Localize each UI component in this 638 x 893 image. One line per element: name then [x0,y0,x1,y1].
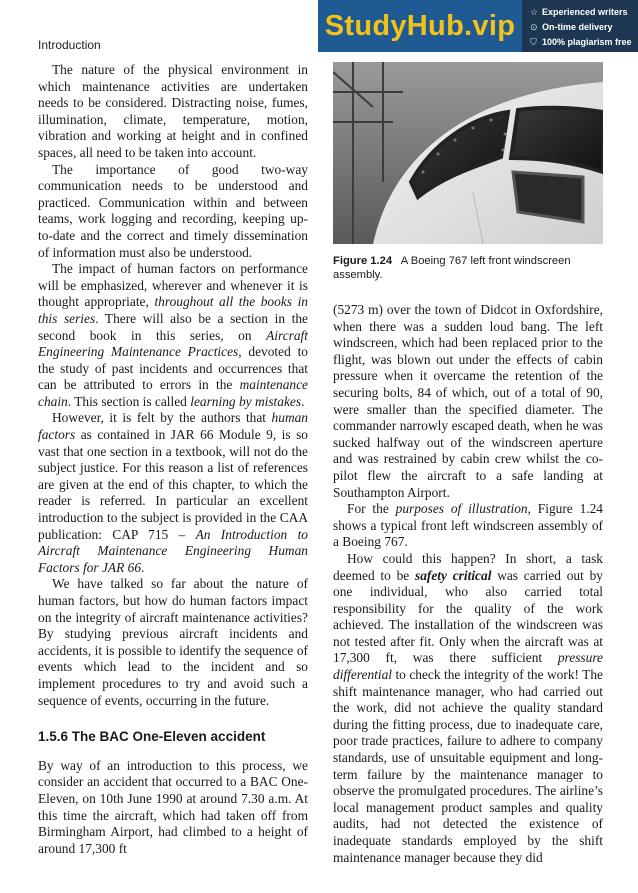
studyhub-logo-text: StudyHub.vip [321,10,520,43]
text-run: For the [347,501,396,517]
publication-title: An Introduction to Aircraft Maintenance Engineering Human Factors for JAR 66 [38,526,308,575]
paragraph [38,261,308,410]
shield-icon: ⛉ [530,37,537,47]
paragraph [333,551,603,866]
emphasis: purposes of illustration [395,501,528,517]
windscreen-illustration [333,62,603,244]
text-run: However, it is felt by the authors that [52,410,272,426]
text-run: as contained in JAR 66 Module 9, is so vast that one section in a textbook, will not do the subject justice. For this reason a list of references are given at the end of this chapter, to which the reader is referred. In particular an excellent introduction to the subject is provided in the CAA publication: CAP 715 – [38,427,308,542]
left-column [38,62,308,857]
figure-caption-text: A Boeing 767 left front windscreen assembly. [333,255,571,281]
text-run: , Figure 1.24 shows a typical front left windscreen assembly of a Boeing 767. [333,501,603,550]
paragraph [38,410,308,576]
emphasis: human factors [38,410,308,443]
emphasis: pressure differential [333,650,603,683]
text-run: . This section is called [67,393,191,409]
paragraph: By way of an introduction to this process, we consider an accident that occurred to a BAC One-Eleven, on 10th June 1990 at around 7.30 a.m. At this time the aircraft, which had taken off from Birmingham Airport, had climbed to a height of around 17,300 ft [38,757,308,856]
windscreen-photo [333,62,603,244]
star-icon: ☆ [530,7,539,17]
right-column [333,302,603,866]
text-run: to check the integrity of the work! The shift maintenance manager, who had carried out the work, did not achieve the quality standard during the fitting process, due to inadequate care, poor trade practices, failure to adhere to company standards, use of unsuitable equipment and long-term failure by the maintenance manager to observe the promulgated procedures. The airline’s local management product samples and quality audits, had not detected the existence of inadequate standards employed by the shift maintenance manager because they did [333,667,603,865]
text-run: How could this happen? In short, a task deemed to be [333,550,603,583]
emphasis: throughout all the books in this series [38,294,308,326]
emphasis: maintenance chain [38,377,308,409]
feature-item [530,20,638,35]
feature-label: On-time delivery [542,22,613,32]
text-run: was carried out by one individual, who also carried total responsibility for the quality of the work achieved. The installation of the windscreen was not tested after fit. Only when the aircraft was at 17,300 ft, was there sufficient [333,567,603,666]
feature-label: 100% plagiarism free [542,37,632,47]
book-title: Aircraft Engineering Maintenance Practices [38,327,308,360]
studyhub-banner[interactable] [318,0,638,52]
paragraph: The importance of good two-way communication needs to be understood and practiced. Communication within and between teams, work logging and recording, keeping up-to-date and the correct and timely dissemination of information must also be understood. [38,161,308,260]
paragraph: We have talked so far about the nature of human factors, but how do human factors impact on the integrity of aircraft maintenance activities? By studying previous aircraft incidents and accidents, it is possible to identify the sequence of events which lead to the incident and so implement procedures to try and avoid such a sequence of events, occurring in the future. [38,576,308,708]
text-run: . [141,559,145,575]
paragraph: (5273 m) over the town of Didcot in Oxfordshire, when there was a sudden loud bang. The left windscreen, which had been replaced prior to the flight, was blown out under the effects of cabin pressure when it overcame the retention of the securing bolts, 84 of which, out of a total of 90, were smaller than the specified diameter. The commander narrowly escaped death, when he was sucked halfway out of the windscreen aperture and was restrained by cabin crew whilst the co-pilot flew the aircraft to a safe landing at Southampton Airport. [333,302,603,500]
emphasis: learning by mistakes [190,393,302,409]
paragraph: The nature of the physical environment in which maintenance activities are undertaken needs to be considered. Distracting noise, fumes, illumination, climate, temperature, motion, vibration and working at height and in confined spaces, all need to be taken into account. [38,62,308,160]
banner-features [522,0,638,52]
feature-item [530,5,638,20]
text-run: The impact of human factors on performance will be emphasized, wherever and whenever it is thought appropriate, [38,261,308,310]
feature-label: Experienced writers [542,7,628,17]
feature-item [530,35,638,50]
text-run: . [301,393,305,409]
running-header: Introduction [38,38,101,52]
section-heading: 1.5.6 The BAC One-Eleven accident [38,729,266,745]
clock-icon: ⊙ [530,22,538,32]
figure-label: Figure 1.24 [333,255,393,267]
paragraph [333,501,603,551]
text-run: . There will also be a section in the second book in this series, on [38,310,308,343]
figure-caption [333,254,603,282]
text-run: , devoted to the study of past incidents and occurrences that can be attributed to errors in the [38,344,308,393]
studyhub-logo[interactable] [318,0,522,52]
emphasis-bold: safety critical [415,567,492,583]
